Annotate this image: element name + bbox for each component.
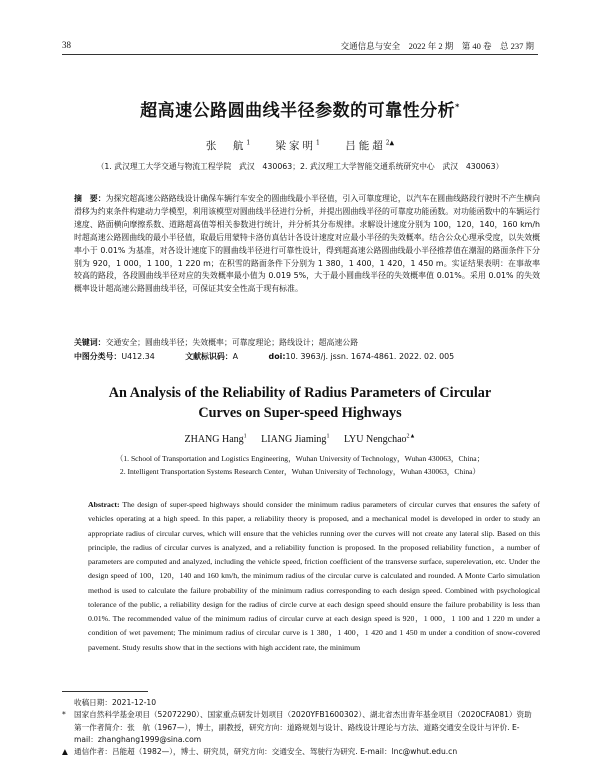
clc-number: 中图分类号：U412.34 xyxy=(74,352,155,361)
title-footnote-mark: * xyxy=(455,102,460,112)
abstract-en-label: Abstract: xyxy=(88,500,120,509)
keywords-cn-text: 交通安全；圆曲线半径；失效概率；可靠度理论；路线设计；超高速公路 xyxy=(105,338,359,347)
abstract-en-text: The design of super-speed highways should consider the minimum radius parameters of circular curves that ensures the safety of vehicles operating at a high speed. In this paper, a reliability theory is proposed, and a mechanical model is developed in order to study an appropriate radius of circular curves, which will ensure that the vehicles running over the curves will not create any lateral slip. Based on this principle, the radius of circular curves is analyzed, and a reliability function is proposed. In the proposed reliability function，a number of parameters are computed and analyzed, including the vehicle speed, friction coefficient of the transverse surface, superelevation, etc. Under the design speed of 100，120，140 and 160 km/h, the minimum radius of the circular curve is calculated and rounded. A Monte Carlo simulation method is used to calculate the failure probability of the minimum radius corresponding to each design speed. Combined with psychological tolerance of the public, a reliability design for the radius of circle curve at each design speed should ensure the failure probability is less than 0.01%. The recommended value of the minimum radius of circular curve at each design speed is 920，1 000，1 100 and 1 220 m under a condition of wet pavement; The minimum radius of circular curve is 1 380，1 400，1 420 and 1 450 m under a condition of snow-covered pavement. Study results show that in the sections with high accident rate, the minimum xyxy=(88,500,540,652)
author-cn: 梁家明$^1$ xyxy=(275,139,320,152)
received-date: 收稿日期：2021-12-10 xyxy=(74,698,157,707)
first-author-note: 第一作者简介：张 航（1967—），博士，副教授，研究方向：道路规划与设计、路线设计理论与方法、道路交通安全设计与评价. E-mail：zhanghang1999@sina.com xyxy=(74,722,520,744)
chinese-keywords xyxy=(74,337,540,348)
english-affiliation: （1. School of Transportation and Logistics Engineering，Wuhan University of Technology，Wuhan 430063，China； 2. Intelligent Transportation Systems Research Center，Wuhan University of Technology，Wuhan 430063，China） xyxy=(115,454,485,476)
english-title xyxy=(62,383,538,423)
page-number: 38 xyxy=(62,40,71,50)
author-en: LIANG Jiaming$^1$ xyxy=(261,434,330,446)
author-cn: 张 航$^1$ xyxy=(205,139,251,152)
chinese-abstract xyxy=(74,193,540,296)
footnotes xyxy=(62,697,540,758)
english-authors xyxy=(62,434,538,445)
author-en: ZHANG Hang$^1$ xyxy=(184,434,247,446)
chinese-title-text: 超高速公路圆曲线半径参数的可靠性分析 xyxy=(140,101,456,121)
english-title-line1: An Analysis of the Reliability of Radius Parameters of Circular xyxy=(108,385,492,401)
classification-line xyxy=(74,351,540,362)
corresponding-author-note: ▲ 通信作者：吕能超（1982—），博士、研究员，研究方向：交通安全、驾驶行为研究. E-mail：lnc@whut.edu.cn xyxy=(62,747,458,757)
keywords-cn-label: 关键词： xyxy=(74,338,106,347)
document-code: 文献标识码：A xyxy=(185,352,239,361)
abstract-cn-text: 为探究超高速公路路线设计确保车辆行车安全的圆曲线最小半径值，引入可靠度理论，以汽车在圆曲线路段行驶时不产生横向滑移为约束条件构建动力学模型，利用该模型对圆曲线半径进行分析，并提出圆曲线半径的可靠度功能函数。对功能函数中的车辆运行速度、路面横向摩擦系数、道路超高值等相关参数进行统计，并分析其分布规律。求解设计速度分别为 100，120，140，160 km/h 时超高速公路圆曲线的最小半径值，取最后用蒙特卡洛仿真估计各设计速度对应最小半径的失效概率。结合公众心理承受度，以失效概率小于 0.01% 为基准，对各设计速度下的圆曲线半径进行可靠性设计，得到超高速公路圆曲线最小半径推荐值在潮湿的路面条件下分别为 920，1 000，1 100，1 220 m；在积雪的路面条件下分别为 1 380，1 400，1 420，1 450 m。实证结果表明：在事故率较高的路段，各段圆曲线半径对应的失效概率最小值为 0.019 5%，大于最小圆曲线半径的失效概率值 0.01%。采用 0.01% 的失效概率设计超高速公路圆曲线半径，可保证其安全性高于现有标准。 xyxy=(74,194,540,294)
author-cn: 吕能超$^{2▲}$ xyxy=(345,139,395,152)
chinese-affiliation: （1. 武汉理工大学交通与物流工程学院 武汉 430063；2. 武汉理工大学智能交通系统研究中心 武汉 430063） xyxy=(96,162,504,171)
footnote-rule xyxy=(62,691,148,692)
header-rule xyxy=(62,54,538,55)
running-header: 交通信息与安全 2022 年 2 期 第 40 卷 总 237 期 xyxy=(340,41,534,51)
chinese-title xyxy=(62,96,538,121)
abstract-cn-label: 摘 要： xyxy=(74,194,106,203)
fund-note: * 国家自然科学基金项目（52072290）、国家重点研发计划项目（2020YFB1600302）、湖北省杰出青年基金项目（2020CFA081）资助 xyxy=(62,710,532,720)
chinese-authors xyxy=(62,138,538,153)
english-abstract xyxy=(88,498,540,655)
english-title-line2: Curves on Super-speed Highways xyxy=(198,405,402,421)
doi: doi:10. 3963/j. jssn. 1674-4861. 2022. 02. 005 xyxy=(268,352,455,361)
author-en: LYU Nengchao$^{2▲}$ xyxy=(343,434,416,446)
